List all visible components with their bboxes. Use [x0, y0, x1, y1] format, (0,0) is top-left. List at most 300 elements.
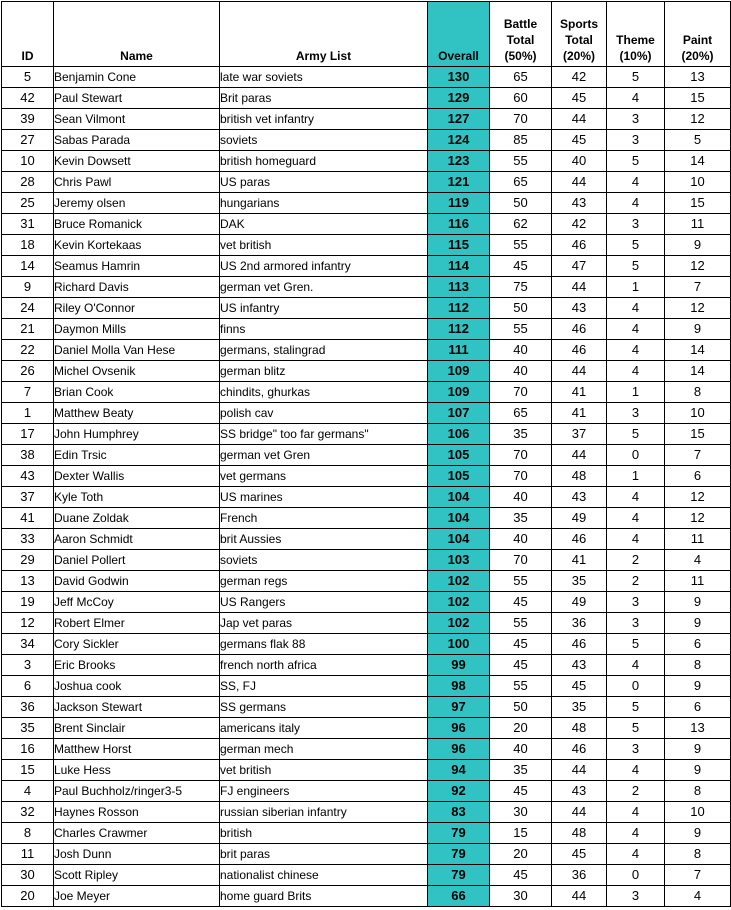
cell-battle-total: 65 [490, 172, 552, 193]
cell-theme: 4 [607, 508, 665, 529]
table-row [2, 676, 731, 697]
cell-name: Sabas Parada [54, 130, 220, 151]
cell-name: Eric Brooks [54, 655, 220, 676]
cell-paint: 7 [665, 865, 731, 886]
cell-sports-total: 43 [552, 298, 607, 319]
cell-army-list: british vet infantry [220, 109, 428, 130]
cell-paint: 11 [665, 571, 731, 592]
cell-name: Luke Hess [54, 760, 220, 781]
cell-sports-total: 43 [552, 193, 607, 214]
cell-theme: 5 [607, 235, 665, 256]
cell-battle-total: 45 [490, 781, 552, 802]
cell-id: 19 [2, 592, 54, 613]
cell-name: Haynes Rosson [54, 802, 220, 823]
table-row [2, 550, 731, 571]
cell-id: 37 [2, 487, 54, 508]
cell-army-list: US 2nd armored infantry [220, 256, 428, 277]
cell-paint: 10 [665, 172, 731, 193]
cell-paint: 8 [665, 844, 731, 865]
cell-theme: 3 [607, 214, 665, 235]
cell-theme: 3 [607, 109, 665, 130]
cell-overall: 105 [428, 466, 490, 487]
cell-battle-total: 30 [490, 886, 552, 907]
cell-sports-total: 43 [552, 781, 607, 802]
cell-theme: 1 [607, 382, 665, 403]
cell-id: 31 [2, 214, 54, 235]
cell-theme: 5 [607, 151, 665, 172]
cell-overall: 112 [428, 319, 490, 340]
cell-sports-total: 40 [552, 151, 607, 172]
cell-battle-total: 70 [490, 466, 552, 487]
cell-battle-total: 55 [490, 151, 552, 172]
cell-id: 17 [2, 424, 54, 445]
cell-paint: 6 [665, 634, 731, 655]
cell-theme: 0 [607, 865, 665, 886]
table-row [2, 361, 731, 382]
cell-id: 12 [2, 613, 54, 634]
cell-id: 22 [2, 340, 54, 361]
cell-battle-total: 65 [490, 67, 552, 88]
cell-battle-total: 35 [490, 760, 552, 781]
cell-battle-total: 20 [490, 844, 552, 865]
cell-overall: 115 [428, 235, 490, 256]
cell-army-list: soviets [220, 550, 428, 571]
cell-army-list: US paras [220, 172, 428, 193]
cell-paint: 6 [665, 697, 731, 718]
cell-paint: 14 [665, 361, 731, 382]
cell-name: Paul Buchholz/ringer3-5 [54, 781, 220, 802]
cell-overall: 102 [428, 592, 490, 613]
cell-army-list: French [220, 508, 428, 529]
cell-overall: 127 [428, 109, 490, 130]
cell-overall: 123 [428, 151, 490, 172]
cell-theme: 2 [607, 781, 665, 802]
cell-army-list: german vet Gren [220, 445, 428, 466]
cell-battle-total: 55 [490, 571, 552, 592]
cell-name: Robert Elmer [54, 613, 220, 634]
cell-sports-total: 44 [552, 445, 607, 466]
cell-id: 3 [2, 655, 54, 676]
cell-sports-total: 41 [552, 382, 607, 403]
cell-sports-total: 36 [552, 613, 607, 634]
cell-army-list: soviets [220, 130, 428, 151]
table-row [2, 592, 731, 613]
cell-name: Joshua cook [54, 676, 220, 697]
cell-sports-total: 45 [552, 676, 607, 697]
table-row [2, 445, 731, 466]
cell-paint: 11 [665, 214, 731, 235]
cell-sports-total: 42 [552, 214, 607, 235]
cell-army-list: polish cav [220, 403, 428, 424]
cell-name: Chris Pawl [54, 172, 220, 193]
header-overall: Overall [428, 2, 490, 67]
cell-battle-total: 70 [490, 550, 552, 571]
cell-id: 33 [2, 529, 54, 550]
cell-sports-total: 44 [552, 802, 607, 823]
cell-theme: 4 [607, 529, 665, 550]
cell-theme: 5 [607, 424, 665, 445]
cell-paint: 7 [665, 445, 731, 466]
cell-army-list: vet germans [220, 466, 428, 487]
cell-army-list: Jap vet paras [220, 613, 428, 634]
cell-battle-total: 62 [490, 214, 552, 235]
cell-name: Aaron Schmidt [54, 529, 220, 550]
table-row [2, 298, 731, 319]
cell-id: 4 [2, 781, 54, 802]
cell-sports-total: 48 [552, 718, 607, 739]
table-row [2, 424, 731, 445]
table-row [2, 655, 731, 676]
cell-battle-total: 50 [490, 298, 552, 319]
cell-sports-total: 41 [552, 550, 607, 571]
cell-sports-total: 43 [552, 655, 607, 676]
table-row [2, 214, 731, 235]
cell-battle-total: 55 [490, 613, 552, 634]
cell-battle-total: 40 [490, 529, 552, 550]
cell-id: 27 [2, 130, 54, 151]
cell-theme: 2 [607, 571, 665, 592]
header-sports-total: Sports Total (20%) [552, 2, 607, 67]
cell-overall: 124 [428, 130, 490, 151]
cell-sports-total: 46 [552, 319, 607, 340]
cell-theme: 3 [607, 739, 665, 760]
cell-army-list: germans flak 88 [220, 634, 428, 655]
cell-overall: 105 [428, 445, 490, 466]
cell-sports-total: 46 [552, 634, 607, 655]
cell-sports-total: 49 [552, 508, 607, 529]
table-row [2, 277, 731, 298]
table-row [2, 67, 731, 88]
cell-paint: 8 [665, 781, 731, 802]
table-row [2, 886, 731, 907]
cell-army-list: Brit paras [220, 88, 428, 109]
cell-theme: 3 [607, 886, 665, 907]
table-row [2, 634, 731, 655]
cell-paint: 14 [665, 340, 731, 361]
cell-overall: 97 [428, 697, 490, 718]
cell-army-list: FJ engineers [220, 781, 428, 802]
cell-theme: 3 [607, 592, 665, 613]
cell-battle-total: 35 [490, 424, 552, 445]
cell-theme: 4 [607, 172, 665, 193]
cell-name: Edin Trsic [54, 445, 220, 466]
cell-battle-total: 65 [490, 403, 552, 424]
cell-battle-total: 45 [490, 634, 552, 655]
cell-sports-total: 44 [552, 172, 607, 193]
cell-id: 21 [2, 319, 54, 340]
cell-name: Charles Crawmer [54, 823, 220, 844]
cell-army-list: german vet Gren. [220, 277, 428, 298]
cell-name: Joe Meyer [54, 886, 220, 907]
cell-name: Cory Sickler [54, 634, 220, 655]
cell-id: 18 [2, 235, 54, 256]
cell-battle-total: 75 [490, 277, 552, 298]
cell-sports-total: 44 [552, 277, 607, 298]
cell-id: 34 [2, 634, 54, 655]
table-row [2, 340, 731, 361]
cell-sports-total: 44 [552, 886, 607, 907]
cell-army-list: german regs [220, 571, 428, 592]
table-row [2, 865, 731, 886]
cell-overall: 104 [428, 529, 490, 550]
cell-theme: 1 [607, 466, 665, 487]
cell-overall: 96 [428, 718, 490, 739]
cell-name: Daniel Molla Van Hese [54, 340, 220, 361]
standings-table [1, 1, 731, 907]
cell-battle-total: 40 [490, 739, 552, 760]
cell-name: John Humphrey [54, 424, 220, 445]
cell-sports-total: 43 [552, 487, 607, 508]
cell-overall: 99 [428, 655, 490, 676]
cell-theme: 5 [607, 67, 665, 88]
cell-sports-total: 44 [552, 361, 607, 382]
cell-paint: 9 [665, 760, 731, 781]
cell-sports-total: 36 [552, 865, 607, 886]
cell-paint: 5 [665, 130, 731, 151]
cell-sports-total: 45 [552, 130, 607, 151]
cell-sports-total: 47 [552, 256, 607, 277]
header-name: Name [54, 2, 220, 67]
cell-name: Kevin Dowsett [54, 151, 220, 172]
table-row [2, 823, 731, 844]
cell-theme: 5 [607, 256, 665, 277]
cell-overall: 109 [428, 361, 490, 382]
cell-theme: 5 [607, 697, 665, 718]
cell-battle-total: 85 [490, 130, 552, 151]
cell-overall: 104 [428, 508, 490, 529]
cell-id: 9 [2, 277, 54, 298]
cell-army-list: germans, stalingrad [220, 340, 428, 361]
cell-army-list: late war soviets [220, 67, 428, 88]
cell-name: Kevin Kortekaas [54, 235, 220, 256]
cell-sports-total: 48 [552, 823, 607, 844]
cell-army-list: brit Aussies [220, 529, 428, 550]
cell-army-list: US Rangers [220, 592, 428, 613]
cell-theme: 0 [607, 676, 665, 697]
cell-id: 30 [2, 865, 54, 886]
cell-name: Brent Sinclair [54, 718, 220, 739]
cell-name: David Godwin [54, 571, 220, 592]
cell-theme: 5 [607, 634, 665, 655]
table-row [2, 403, 731, 424]
cell-battle-total: 45 [490, 592, 552, 613]
cell-theme: 4 [607, 298, 665, 319]
cell-sports-total: 45 [552, 88, 607, 109]
header-theme: Theme (10%) [607, 2, 665, 67]
header-row [2, 2, 731, 67]
cell-paint: 12 [665, 109, 731, 130]
cell-paint: 10 [665, 802, 731, 823]
cell-name: Kyle Toth [54, 487, 220, 508]
cell-battle-total: 70 [490, 445, 552, 466]
cell-paint: 6 [665, 466, 731, 487]
cell-theme: 4 [607, 88, 665, 109]
cell-id: 13 [2, 571, 54, 592]
cell-name: Matthew Horst [54, 739, 220, 760]
cell-army-list: americans italy [220, 718, 428, 739]
cell-name: Benjamin Cone [54, 67, 220, 88]
cell-theme: 3 [607, 403, 665, 424]
cell-battle-total: 70 [490, 109, 552, 130]
table-row [2, 571, 731, 592]
cell-sports-total: 44 [552, 760, 607, 781]
cell-battle-total: 50 [490, 697, 552, 718]
cell-sports-total: 37 [552, 424, 607, 445]
cell-overall: 94 [428, 760, 490, 781]
cell-sports-total: 46 [552, 529, 607, 550]
cell-id: 32 [2, 802, 54, 823]
cell-theme: 4 [607, 802, 665, 823]
cell-paint: 9 [665, 676, 731, 697]
cell-id: 38 [2, 445, 54, 466]
cell-battle-total: 55 [490, 235, 552, 256]
cell-id: 10 [2, 151, 54, 172]
cell-overall: 119 [428, 193, 490, 214]
cell-overall: 113 [428, 277, 490, 298]
cell-theme: 4 [607, 823, 665, 844]
cell-paint: 15 [665, 88, 731, 109]
cell-army-list: british [220, 823, 428, 844]
cell-battle-total: 15 [490, 823, 552, 844]
cell-id: 8 [2, 823, 54, 844]
cell-theme: 0 [607, 445, 665, 466]
cell-army-list: SS, FJ [220, 676, 428, 697]
cell-id: 5 [2, 67, 54, 88]
cell-sports-total: 41 [552, 403, 607, 424]
cell-paint: 13 [665, 718, 731, 739]
cell-overall: 79 [428, 865, 490, 886]
cell-army-list: finns [220, 319, 428, 340]
cell-name: Matthew Beaty [54, 403, 220, 424]
table-row [2, 88, 731, 109]
cell-paint: 4 [665, 550, 731, 571]
cell-army-list: russian siberian infantry [220, 802, 428, 823]
cell-sports-total: 46 [552, 739, 607, 760]
cell-paint: 9 [665, 823, 731, 844]
cell-overall: 83 [428, 802, 490, 823]
cell-battle-total: 40 [490, 487, 552, 508]
table-row [2, 256, 731, 277]
cell-id: 14 [2, 256, 54, 277]
cell-id: 7 [2, 382, 54, 403]
cell-paint: 4 [665, 886, 731, 907]
table-row [2, 739, 731, 760]
cell-id: 16 [2, 739, 54, 760]
cell-id: 41 [2, 508, 54, 529]
table-row [2, 193, 731, 214]
cell-battle-total: 40 [490, 361, 552, 382]
cell-name: Michel Ovsenik [54, 361, 220, 382]
cell-name: Dexter Wallis [54, 466, 220, 487]
cell-battle-total: 50 [490, 193, 552, 214]
cell-overall: 104 [428, 487, 490, 508]
cell-battle-total: 35 [490, 508, 552, 529]
table-row [2, 781, 731, 802]
table-row [2, 697, 731, 718]
cell-theme: 4 [607, 340, 665, 361]
cell-id: 15 [2, 760, 54, 781]
cell-army-list: SS bridge" too far germans" [220, 424, 428, 445]
cell-theme: 4 [607, 844, 665, 865]
table-row [2, 109, 731, 130]
cell-paint: 8 [665, 382, 731, 403]
cell-overall: 96 [428, 739, 490, 760]
table-row [2, 172, 731, 193]
cell-paint: 7 [665, 277, 731, 298]
cell-theme: 4 [607, 760, 665, 781]
cell-theme: 2 [607, 550, 665, 571]
cell-name: Jackson Stewart [54, 697, 220, 718]
cell-overall: 112 [428, 298, 490, 319]
cell-id: 1 [2, 403, 54, 424]
table-row [2, 844, 731, 865]
cell-name: Daniel Pollert [54, 550, 220, 571]
cell-overall: 114 [428, 256, 490, 277]
cell-battle-total: 45 [490, 655, 552, 676]
table-row [2, 487, 731, 508]
cell-name: Richard Davis [54, 277, 220, 298]
cell-id: 11 [2, 844, 54, 865]
cell-paint: 9 [665, 235, 731, 256]
table-row [2, 760, 731, 781]
cell-paint: 15 [665, 193, 731, 214]
cell-sports-total: 48 [552, 466, 607, 487]
table-row [2, 802, 731, 823]
cell-overall: 66 [428, 886, 490, 907]
table-row [2, 529, 731, 550]
cell-army-list: german blitz [220, 361, 428, 382]
cell-sports-total: 44 [552, 109, 607, 130]
cell-battle-total: 55 [490, 676, 552, 697]
cell-id: 42 [2, 88, 54, 109]
cell-overall: 79 [428, 844, 490, 865]
cell-theme: 4 [607, 655, 665, 676]
cell-sports-total: 35 [552, 571, 607, 592]
cell-id: 26 [2, 361, 54, 382]
cell-army-list: british homeguard [220, 151, 428, 172]
cell-battle-total: 40 [490, 340, 552, 361]
cell-army-list: DAK [220, 214, 428, 235]
header-paint: Paint (20%) [665, 2, 731, 67]
cell-name: Seamus Hamrin [54, 256, 220, 277]
cell-id: 43 [2, 466, 54, 487]
cell-battle-total: 55 [490, 319, 552, 340]
cell-paint: 9 [665, 739, 731, 760]
cell-sports-total: 46 [552, 235, 607, 256]
cell-paint: 12 [665, 298, 731, 319]
cell-id: 28 [2, 172, 54, 193]
cell-theme: 1 [607, 277, 665, 298]
cell-paint: 14 [665, 151, 731, 172]
cell-id: 24 [2, 298, 54, 319]
cell-overall: 102 [428, 571, 490, 592]
header-id: ID [2, 2, 54, 67]
cell-battle-total: 45 [490, 865, 552, 886]
cell-battle-total: 60 [490, 88, 552, 109]
cell-theme: 4 [607, 319, 665, 340]
cell-overall: 116 [428, 214, 490, 235]
cell-name: Riley O'Connor [54, 298, 220, 319]
cell-name: Bruce Romanick [54, 214, 220, 235]
table-row [2, 382, 731, 403]
cell-sports-total: 46 [552, 340, 607, 361]
cell-paint: 12 [665, 256, 731, 277]
cell-paint: 9 [665, 613, 731, 634]
table-row [2, 151, 731, 172]
cell-paint: 9 [665, 319, 731, 340]
cell-name: Duane Zoldak [54, 508, 220, 529]
cell-army-list: french north africa [220, 655, 428, 676]
